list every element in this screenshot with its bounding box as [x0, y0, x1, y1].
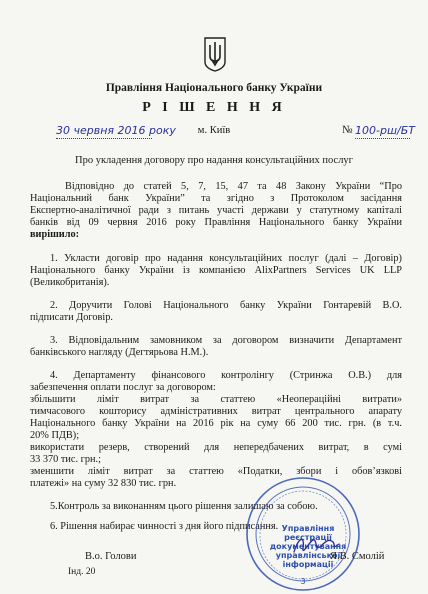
item-4-line: платежі» на суму 32 830 тис. грн.: [30, 478, 177, 489]
document-index: Інд. 20: [68, 567, 96, 577]
document-type-heading: Р І Ш Е Н Н Я: [142, 100, 286, 115]
item-1-line: (Великобританія).: [30, 277, 110, 288]
item-4-line: Національного банку України на 2016 рік на суму 66 200 тис. грн. (в т.ч.: [30, 418, 402, 429]
item-1-line: Національного банку України із компанією AlixPartners Services UK LLP: [30, 265, 402, 276]
item-2-line: підписати Договір.: [30, 312, 113, 323]
preamble-line: банків від 09 червня 2016 року Правління Національного банку України: [30, 217, 402, 228]
item-4-line: 20% ПДВ);: [30, 430, 80, 441]
stamp-number: 3: [300, 577, 306, 586]
handwritten-number: 100-рш/БТ: [355, 124, 415, 137]
handwritten-date: 30 червня 2016 року: [56, 124, 176, 137]
item-4-line: тимчасового кошторису адміністративних витрат центрального апарату: [30, 406, 402, 417]
item-4-line: використати резерв, створений для непередбачених витрат, в сумі: [30, 442, 402, 453]
stamp-line: інформації: [282, 560, 334, 569]
stamp-line: документування: [269, 542, 347, 551]
issuer-title: Правління Національного банку України: [105, 82, 323, 94]
item-6-line: 6. Рішення набирає чинності з дня його підписання.: [50, 521, 279, 532]
item-4-line: 4. Департаменту фінансового контролінгу (Стринжа О.В.) для: [50, 370, 402, 381]
item-4-line: збільшити ліміт витрат за статтею «Неопераційні витрати»: [30, 394, 402, 405]
item-3-line: 3. Відповідальним замовником за договором визначити Департамент: [50, 335, 402, 346]
item-3-line: банківського нагляду (Дегтярьова Н.М.).: [30, 347, 209, 358]
stamp-line: управлінської: [275, 551, 341, 560]
stamp-line: реєстрації: [284, 533, 332, 542]
preamble-line: Експертно-аналітичної ради з питань участі держави у статутному капіталі: [30, 205, 402, 216]
item-1-line: 1. Укласти договір про надання консультаційних послуг (далі – Договір): [50, 253, 402, 264]
item-5-line: 5.Контроль за виконанням цього рішення залишаю за собою.: [50, 501, 318, 512]
document-subject: Про укладення договору про надання консультаційних послуг: [75, 155, 353, 166]
item-2-line: 2. Доручити Голові Національного банку України Гонтаревій В.О.: [50, 300, 402, 311]
item-4-line: 33 370 тис. грн.;: [30, 454, 101, 465]
date-underline: [56, 138, 152, 139]
stamp-line: Управління: [281, 524, 335, 533]
preamble-line: Відповідно до статей 5, 7, 15, 47 та 48 Закону України “Про: [65, 181, 402, 192]
signatory-name: Я.В. Смолій: [330, 551, 385, 562]
decided-label: вирішило:: [30, 229, 80, 240]
coat-of-arms-icon: [203, 36, 227, 72]
number-prefix: №: [342, 124, 353, 136]
signatory-position: В.о. Голови: [85, 551, 137, 562]
item-4-line: забезпечення оплати послуг за договором:: [30, 382, 216, 393]
preamble-line: Національний банк України” та згідно з Протоколом засідання: [30, 193, 402, 204]
item-4-line: зменшити ліміт витрат за статтею «Податки, збори і обов’язкові: [30, 466, 402, 477]
city-label: м. Київ: [197, 125, 231, 136]
number-underline: [355, 138, 410, 139]
